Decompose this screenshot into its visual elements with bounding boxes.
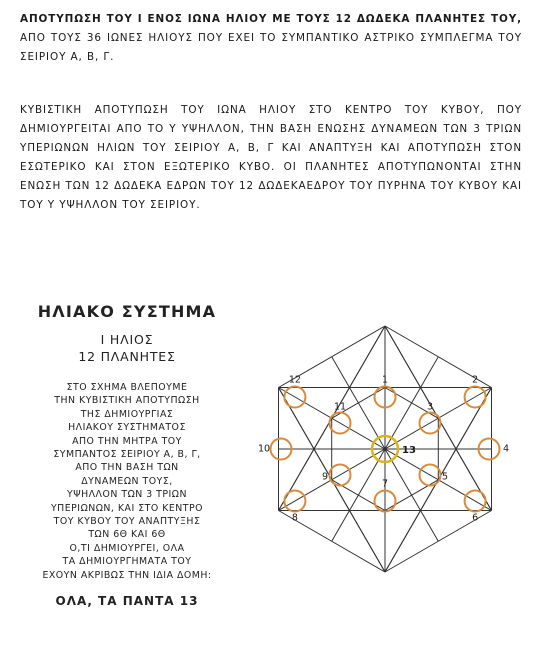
planet-label: 6: [472, 512, 479, 524]
caption-body-line: ΑΠΟ ΤΗΝ ΒΑΣΗ ΤΩΝ: [75, 462, 179, 474]
planet-label: 11: [333, 401, 347, 413]
planet-label: 1: [381, 374, 389, 386]
description-paragraph: ΚΥΒΙΣΤΙΚΗ ΑΠΟΤΥΠΩΣΗ ΤΟΥ ΙΩΝΑ ΗΛΙΟΥ ΣΤΟ ΚΕΝΤΡΟ ΤΟΥ ΚΥΒΟΥ, ΠΟΥ ΔΗΜΙΟΥΡΓΕΙΤΑΙ ΑΠΟ ΤΟ Υ ΥΨΗΛΛΟΝ, ΤΗΝ ΒΑΣΗ ΕΝΩΣΗΣ ΔΥΝΑΜΕΩΝ ΤΩΝ 3 ΤΡΙΩΝ ΥΠΕΡΙΩΝΩΝ ΗΛΙΩΝ ΤΟΥ ΣΕΙΡΙΟΥ Α, Β, Γ ΚΑΙ ΑΝΑΠΤΥΞΗ ΚΑΙ ΑΠΟΤΥΠΩΣΗ ΣΤΟΝ ΕΣΩΤΕΡΙΚΟ ΚΑΙ ΣΤΟΝ ΕΞΩΤΕΡΙΚΟ ΚΥΒΟ. ΟΙ ΠΛΑΝΗΤΕΣ ΑΠΟΤΥΠΩΝΟΝΤΑΙ ΣΤΗΝ ΕΝΩΣΗ ΤΩΝ 12 ΔΩΔΕΚΑ ΕΔΡΩΝ ΤΟΥ 12 ΔΩΔΕΚΑΕΔΡΟΥ ΤΟΥ ΠΥΡΗΝΑ ΤΟΥ ΚΥΒΟΥ ΚΑΙ ΤΟΥ Υ ΥΨΗΛΛΟΝ ΤΟΥ ΣΕΙΡΙΟΥ.: [20, 104, 522, 211]
caption-body-line: ΤΩΝ 6Θ ΚΑΙ 6Θ: [88, 529, 166, 541]
planet-label: 12: [288, 374, 301, 386]
intro-paragraph: [20, 10, 522, 67]
caption-body-line: ΥΨΗΛΛΟΝ ΤΩΝ 3 ΤΡΙΩΝ: [66, 489, 187, 501]
diagram-lines: [279, 326, 492, 572]
planet-label: 9: [321, 471, 329, 483]
planet-label: 5: [441, 471, 449, 483]
caption-body-line: Ο,ΤΙ ΔΗΜΙΟΥΡΓΕΙ, ΟΛΑ: [69, 542, 185, 554]
caption-final-line: ΟΛΑ, ΤΑ ΠΑΝΤΑ 13: [55, 594, 199, 609]
caption-body-line: ΤΑ ΔΗΜΙΟΥΡΓΗΜΑΤΑ ΤΟΥ: [62, 556, 192, 568]
caption-subtitle-planets: 12 ΠΛΑΝΗΤΕΣ: [78, 349, 176, 364]
sun-label: 13: [402, 445, 416, 456]
figure-caption: [14, 302, 240, 608]
caption-body: [14, 381, 240, 582]
planet-label: 10: [257, 443, 271, 455]
caption-body-line: ΗΛΙΑΚΟΥ ΣΥΣΤΗΜΑΤΟΣ: [68, 422, 186, 434]
planet-label: 8: [291, 512, 298, 524]
planet-label: 2: [472, 374, 479, 386]
caption-body-line: ΤΗΣ ΔΗΜΙΟΥΡΓΙΑΣ: [80, 408, 174, 420]
caption-body-line: ΤΗΝ ΚΥΒΙΣΤΙΚΗ ΑΠΟΤΥΠΩΣΗ: [54, 395, 200, 407]
caption-body-line: ΔΥΝΑΜΕΩΝ ΤΟΥΣ,: [81, 475, 173, 487]
caption-title: ΗΛΙΑΚΟ ΣΥΣΤΗΜΑ: [37, 302, 217, 321]
caption-subtitle-sun: Ι ΗΛΙΟΣ: [100, 332, 154, 347]
caption-body-line: ΣΤΟ ΣΧΗΜΑ ΒΛΕΠΟΥΜΕ: [66, 382, 188, 393]
caption-body-line: ΑΠΟ ΤΗΝ ΜΗΤΡΑ ΤΟΥ: [72, 435, 182, 447]
intro-bold-lead: ΑΠΟΤΥΠΩΣΗ ΤΟΥ Ι ΕΝΟΣ ΙΩΝΑ ΗΛΙΟΥ ΜΕ ΤΟΥΣ 12 ΔΩΔΕΚΑ ΠΛΑΝΗΤΕΣ ΤΟΥ,: [20, 13, 522, 25]
planet-label: 7: [381, 478, 389, 490]
planet-label: 3: [426, 401, 434, 413]
caption-body-line: ΣΥΜΠΑΝΤΟΣ ΣΕΙΡΙΟΥ Α, Β, Γ,: [53, 449, 201, 461]
caption-body-line: ΥΠΕΡΙΩΝΩΝ, ΚΑΙ ΣΤΟ ΚΕΝΤΡΟ: [50, 502, 204, 514]
cube-diagram: [257, 322, 510, 576]
caption-body-line: ΤΟΥ ΚΥΒΟΥ ΤΟΥ ΑΝΑΠΤΥΞΗΣ: [53, 516, 201, 528]
caption-body-line: ΕΧΟΥΝ ΑΚΡΙΒΩΣ ΤΗΝ ΙΔΙΑ ΔΟΜΗ:: [42, 569, 212, 581]
planet-label: 4: [502, 443, 510, 455]
intro-rest: ΑΠΟ ΤΟΥΣ 36 ΙΩΝΕΣ ΗΛΙΟΥΣ ΠΟΥ ΕΧΕΙ ΤΟ ΣΥΜΠΑΝΤΙΚΟ ΑΣΤΡΙΚΟ ΣΥΜΠΛΕΓΜΑ ΤΟΥ ΣΕΙΡΙΟΥ Α, Β, Γ.: [20, 32, 522, 63]
